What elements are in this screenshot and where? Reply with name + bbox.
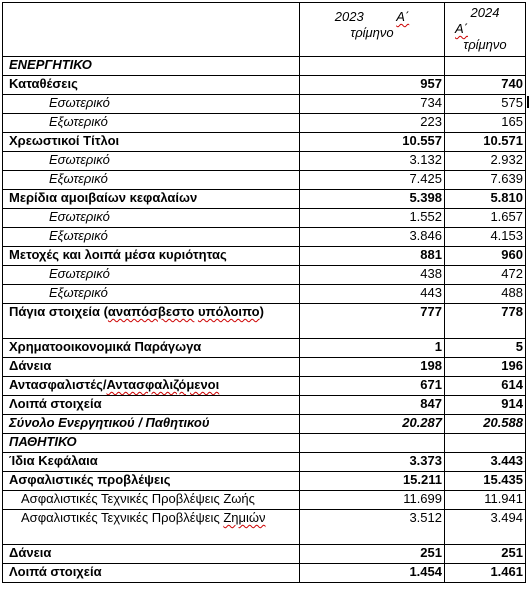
value-2024: 1.461 bbox=[445, 564, 526, 583]
table-row bbox=[3, 339, 526, 358]
table-row bbox=[3, 285, 526, 304]
value-2023: 847 bbox=[300, 396, 445, 415]
row-label: Χρηματοοικονομικά Παράγωγα bbox=[3, 339, 300, 358]
table-row bbox=[3, 228, 526, 247]
row-label: Λοιπά στοιχεία bbox=[3, 564, 300, 583]
value-2024: 165 bbox=[445, 114, 526, 133]
balance-sheet-table bbox=[2, 2, 526, 583]
header-2023-label: Α΄ bbox=[396, 9, 410, 24]
row-label: Λοιπά στοιχεία bbox=[3, 396, 300, 415]
value-2023: 3.846 bbox=[300, 228, 445, 247]
table-row bbox=[3, 472, 526, 491]
value-2024: 11.941 bbox=[445, 491, 526, 510]
table-row bbox=[3, 95, 526, 114]
value-2023: 3.512 bbox=[300, 510, 445, 545]
value-2023: 7.425 bbox=[300, 171, 445, 190]
header-2023-sub: τρίμηνο bbox=[350, 25, 394, 40]
header-2023-year: 2023 bbox=[334, 9, 364, 24]
value-2023: 957 bbox=[300, 76, 445, 95]
table-row bbox=[3, 152, 526, 171]
value-2024: 5.810 bbox=[445, 190, 526, 209]
row-label: Δάνεια bbox=[3, 545, 300, 564]
row-label: Εξωτερικό bbox=[3, 285, 300, 304]
row-label: Χρεωστικοί Τίτλοι bbox=[3, 133, 300, 152]
value-2023: 438 bbox=[300, 266, 445, 285]
row-label: Εσωτερικό bbox=[3, 152, 300, 171]
value-2023: 11.699 bbox=[300, 491, 445, 510]
value-2024 bbox=[445, 57, 526, 76]
header-2024-sub: τρίμηνο bbox=[463, 37, 507, 52]
value-2024: 2.932 bbox=[445, 152, 526, 171]
value-2023: 10.557 bbox=[300, 133, 445, 152]
header-2024-year: 2024 bbox=[470, 5, 500, 20]
value-2024: 251 bbox=[445, 545, 526, 564]
value-2024: 20.588 bbox=[445, 415, 526, 434]
table-body bbox=[3, 3, 526, 583]
table-row bbox=[3, 434, 526, 453]
table-row bbox=[3, 304, 526, 339]
table-row bbox=[3, 247, 526, 266]
value-2024: 10.571 bbox=[445, 133, 526, 152]
value-2023: 5.398 bbox=[300, 190, 445, 209]
value-2024: 15.435 bbox=[445, 472, 526, 491]
value-2023: 1 bbox=[300, 339, 445, 358]
row-label: Αντασφαλιστές/Αντασφαλιζόμενοι bbox=[3, 377, 300, 396]
value-2023: 1.552 bbox=[300, 209, 445, 228]
value-2023: 20.287 bbox=[300, 415, 445, 434]
value-2024: 3.494 bbox=[445, 510, 526, 545]
table-row bbox=[3, 545, 526, 564]
table-row bbox=[3, 510, 526, 545]
row-label: Καταθέσεις bbox=[3, 76, 300, 95]
value-2024: 740 bbox=[445, 76, 526, 95]
table-row bbox=[3, 266, 526, 285]
row-label: Εξωτερικό bbox=[3, 171, 300, 190]
value-2023: 443 bbox=[300, 285, 445, 304]
row-label: Εσωτερικό bbox=[3, 95, 300, 114]
table-row bbox=[3, 76, 526, 95]
value-2024: 472 bbox=[445, 266, 526, 285]
table-row bbox=[3, 377, 526, 396]
table-row bbox=[3, 564, 526, 583]
value-2024: 488 bbox=[445, 285, 526, 304]
row-label: ΕΝΕΡΓΗΤΙΚΟ bbox=[3, 57, 300, 76]
table-row bbox=[3, 453, 526, 472]
value-2024: 3.443 bbox=[445, 453, 526, 472]
table-row bbox=[3, 358, 526, 377]
row-label: Εξωτερικό bbox=[3, 114, 300, 133]
row-label: Εξωτερικό bbox=[3, 228, 300, 247]
value-2024: 196 bbox=[445, 358, 526, 377]
header-2024-label: Α΄ bbox=[455, 21, 468, 36]
value-2024: 1.657 bbox=[445, 209, 526, 228]
value-2024: 7.639 bbox=[445, 171, 526, 190]
table-row bbox=[3, 133, 526, 152]
table-row bbox=[3, 171, 526, 190]
value-2024: 914 bbox=[445, 396, 526, 415]
value-2024: 575 bbox=[445, 95, 526, 114]
value-2023: 734 bbox=[300, 95, 445, 114]
row-label: Ασφαλιστικές Τεχνικές Προβλέψεις Ζωής bbox=[3, 491, 300, 510]
row-label: Εσωτερικό bbox=[3, 209, 300, 228]
row-label: Πάγια στοιχεία (αναπόσβεστο υπόλοιπο) bbox=[3, 304, 300, 339]
value-2024: 614 bbox=[445, 377, 526, 396]
value-2023: 223 bbox=[300, 114, 445, 133]
value-2024: 960 bbox=[445, 247, 526, 266]
header-2023 bbox=[300, 3, 445, 57]
row-label: Ασφαλιστικές προβλέψεις bbox=[3, 472, 300, 491]
row-label: Δάνεια bbox=[3, 358, 300, 377]
table-row bbox=[3, 491, 526, 510]
header-2024 bbox=[445, 3, 526, 57]
value-2023: 198 bbox=[300, 358, 445, 377]
value-2023 bbox=[300, 434, 445, 453]
header-row bbox=[3, 3, 526, 57]
value-2023: 3.373 bbox=[300, 453, 445, 472]
value-2023 bbox=[300, 57, 445, 76]
table-row bbox=[3, 57, 526, 76]
value-2024 bbox=[445, 434, 526, 453]
value-2024: 5 bbox=[445, 339, 526, 358]
row-label: ΠΑΘΗΤΙΚΟ bbox=[3, 434, 300, 453]
row-label: Ασφαλιστικές Τεχνικές Προβλέψεις Ζημιών bbox=[3, 510, 300, 545]
value-2023: 671 bbox=[300, 377, 445, 396]
value-2023: 251 bbox=[300, 545, 445, 564]
table-row bbox=[3, 396, 526, 415]
row-label: Μερίδια αμοιβαίων κεφαλαίων bbox=[3, 190, 300, 209]
value-2024: 778 bbox=[445, 304, 526, 339]
value-2023: 777 bbox=[300, 304, 445, 339]
row-label: Σύνολο Ενεργητικού / Παθητικού bbox=[3, 415, 300, 434]
value-2023: 881 bbox=[300, 247, 445, 266]
row-label: Μετοχές και λοιπά μέσα κυριότητας bbox=[3, 247, 300, 266]
header-empty-cell bbox=[3, 3, 300, 57]
row-label: Ίδια Κεφάλαια bbox=[3, 453, 300, 472]
value-2024: 4.153 bbox=[445, 228, 526, 247]
table-row bbox=[3, 190, 526, 209]
edge-marker bbox=[527, 96, 529, 108]
value-2023: 15.211 bbox=[300, 472, 445, 491]
row-label: Εσωτερικό bbox=[3, 266, 300, 285]
table-row bbox=[3, 114, 526, 133]
value-2023: 3.132 bbox=[300, 152, 445, 171]
value-2023: 1.454 bbox=[300, 564, 445, 583]
table-row bbox=[3, 209, 526, 228]
table-row bbox=[3, 415, 526, 434]
